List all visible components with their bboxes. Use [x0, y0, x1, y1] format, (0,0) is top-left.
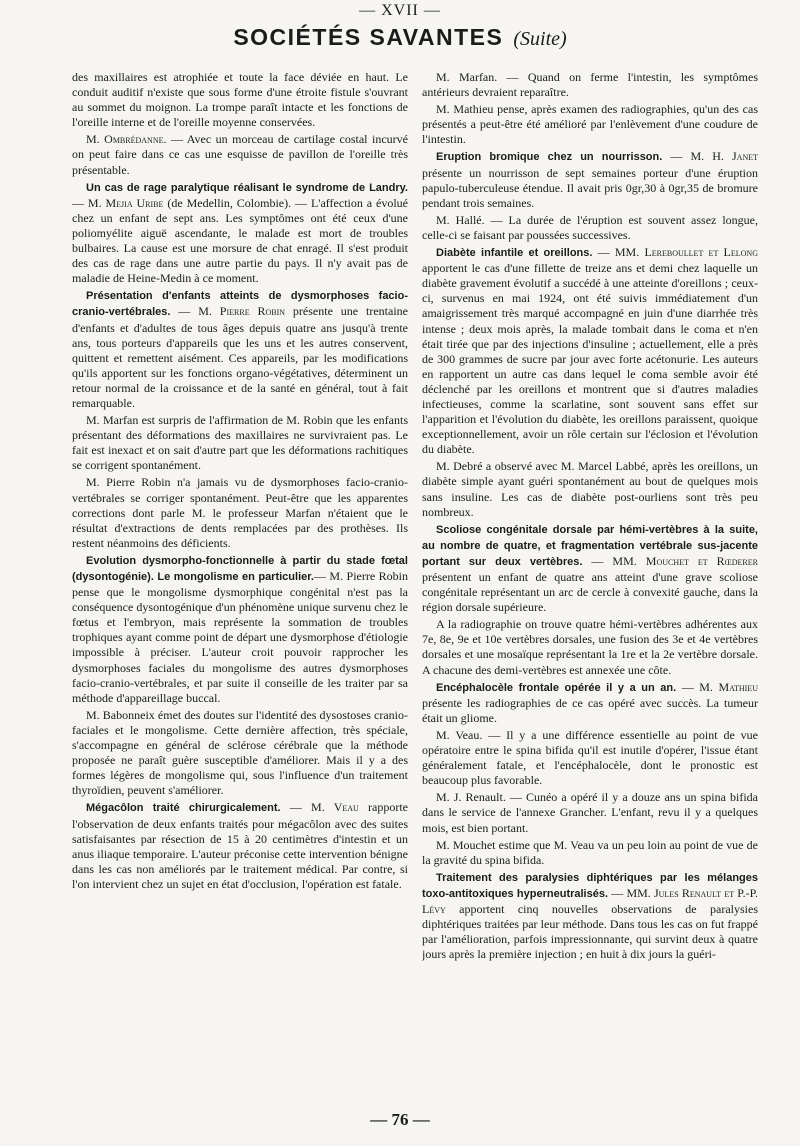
paragraph: des maxillaires est atrophiée et toute la face déviée en haut. Le conduit auditif n'existe que sous forme d'une étroite fistule s'ouvrant au sommet du moignon. La trompe paraît intacte et les fonctions de l'oreille interne et de l'oreille moyenne conservées. — [72, 70, 408, 130]
paragraph-text: présentent un enfant de quatre ans atteint d'une grave scoliose congénitale représentant un arc de cercle à convexité gauche, dans la région dorsale supérieure. — [422, 570, 758, 615]
paragraph — [72, 180, 408, 287]
article-title: Présentation d'enfants atteints de dysmorphoses facio-cranio-vertébrales. — [72, 290, 408, 319]
paragraph — [422, 870, 758, 963]
author-name: — M. Mejia Uribe — [72, 195, 164, 210]
paragraph: M. Marfan. — Quand on ferme l'intestin, les symptômes antérieurs devraient reparaître. — [422, 70, 758, 100]
paragraph: M. Hallé. — La durée de l'éruption est souvent assez longue, celle-ci se faisant par poussées successives. — [422, 212, 758, 242]
paragraph: M. Marfan est surpris de l'affirmation de M. Robin que les enfants présentant des déformations des maxillaires ne survivraient pas. Le fait est inexact et on sait d'autre part que les déformations rachitiques se corrigent spontanément. — [72, 413, 408, 473]
paragraph-text: — M. Pierre Robin pense que le mongolisme dysmorphique congénital n'est pas la conséquence dysontogénique d'un phénomène unique survenu chez le fœtus et l'embryon, mais représente la sommation de troubles trophiques ayant comme point de départ une dysmorphose d'étiologie impossible à préciser. L'auteur croit pouvoir rapprocher les dysmorphoses faciales du mongolisme des autres dysmorphoses facio-cranio-vertébrales, et par suite il conseille de les traiter par sa méthode d'appareillage buccal. — [72, 569, 408, 705]
section-title: SOCIÉTÉS SAVANTES — [233, 24, 504, 50]
paragraph-text: rapporte l'observation de deux enfants traités pour mégacôlon avec des suites satisfaisantes par résection de 15 à 20 centimètres d'intestin et un anus iliaque temporaire. L'auteur préconise cette intervention bénigne dans les cas non améliorés par le traitement médical. Par contre, si l'on intervient chez un sujet en état d'occlusion, l'opération est fatale. — [72, 800, 408, 891]
page-roman-number: — XVII — — [359, 2, 441, 19]
paragraph — [72, 288, 408, 411]
paragraph — [422, 680, 758, 726]
author-name: — M. H. Janet — [662, 149, 758, 164]
paragraph-text: apportent le cas d'une fillette de treize ans et demi chez laquelle un diabète gravement évolutif a succédé à une atteinte d'oreillons ; ceux-ci, survenus en mai 1924, ont été suivis immédiatement d'un amaigrissement très marqué accompagné en juin d'une diarrhée très intense ; deux mois après, la malade tombait dans le coma et n'en était tirée que par des injections d'insuline ; actuellement, elle a près de 300 grammes de sucre par jour avec forte acétonurie. Les auteurs en rapportent un autre cas dans lequel le coma semble avoir été déclenché par les oreillons et montrent que si d'autres maladies infectieuses, comme la scarlatine, sont souvent sans effet sur l'apparition et l'évolution du diabète, les oreillons paraissent, quoique exceptionnellement, avoir un rôle certain sur l'éclosion et l'évolution du diabète. — [422, 261, 758, 457]
right-column — [422, 70, 758, 1110]
paragraph: M. Mouchet estime que M. Veau va un peu loin au point de vue de la gravité du spina bifida. — [422, 837, 758, 867]
article-title: Evolution dysmorpho-fonctionnelle à partir du stade fœtal (dysontogénie). Le mongolisme en particulier. — [72, 554, 408, 583]
paragraph-text: présente les radiographies de ce cas opéré avec succès. La tumeur était un gliome. — [422, 695, 758, 725]
article-title: Encéphalocèle frontale opérée il y a un an. — [436, 681, 677, 694]
paragraph — [72, 132, 408, 177]
article-title: Mégacôlon traité chirurgicalement. — [86, 802, 281, 815]
paragraph-text: présente un nourrisson de sept semaines porteur d'une éruption papulo-tuberculeuse étendue. Il avait pris 0gr,30 à 0gr,35 de bromure pendant trois semaines. — [422, 165, 758, 210]
left-column — [72, 70, 408, 1110]
paragraph: M. J. Renault. — Cunéo a opéré il y a douze ans un spina bifida dans le service de l'annexe Grancher. L'enfant, revu il y a quelques mois, est bien portant. — [422, 790, 758, 835]
author-name: — M. Mathieu — [676, 679, 758, 694]
author-name: — MM. Jules Renault et P.-P. Lévy — [422, 885, 758, 916]
paragraph: M. Pierre Robin n'a jamais vu de dysmorphoses facio-cranio-vertébrales se corriger spontanément. Peut-être que les apparentes corrections dont parle M. le professeur Marfan n'étaient que le résultat d'extractions de dents remplacées par des prothèses. Ils restent néanmoins des déficients. — [72, 475, 408, 550]
paragraph-text: présente une trentaine d'enfants et d'adultes de tous âges depuis quatre ans jusqu'à trente ans, tous porteurs d'appareils que les uns et les autres conservent, quittent et remettent aisément. Ces appareils, par les modifications qu'ils apportent sur les fonctions organo-végétatives, déterminent un retour normal de la croissance et de la santé en général, tout à fait remarquable. — [72, 304, 408, 410]
author-name: — M. Veau — [280, 800, 359, 815]
paragraph: A la radiographie on trouve quatre hémi-vertèbres adhérentes aux 7e, 8e, 9e et 10e vertèbres dorsales, une fusion des 3e et 4e vertèbres dorsales et une mosaïque représentant la 1re et la 2e vertèbre dorsale. A chacune des demi-vertèbres est annexée une côte. — [422, 617, 758, 677]
article-title: Un cas de rage paralytique réalisant le syndrome de Landry. — [86, 181, 408, 194]
article-title: Traitement des paralysies diphtériques par les mélanges toxo-antitoxiques hyperneutralisés. — [422, 871, 758, 900]
paragraph — [72, 800, 408, 892]
page-header — [0, 17, 800, 61]
paragraph: M. Veau. — Il y a une différence essentielle au point de vue opératoire entre le spina bifida qu'il est inutile d'opérer, l'issue étant généralement fatale, et l'encéphalocèle, dont le pronostic est beaucoup plus favorable. — [422, 727, 758, 788]
paragraph-text: apportent cinq nouvelles observations de paralysies diphtériques traitées par leur méthode. Dans tous les cas on fut frappé par l'amélioration, parfois impressionnante, qui survint deux à quatre jours après la première injection ; en huit à dix jours la guéri- — [422, 901, 758, 962]
paragraph-text: — Avec un morceau de cartilage costal incurvé on peut faire dans ce cas une esquisse de pavillon de l'oreille très présentable. — [72, 132, 408, 177]
paragraph: M. Babonneix émet des doutes sur l'identité des dysostoses cranio-faciales et le mongolisme. Cette dernière affection, très spéciale, s'accompagne en général de sclérose cérébrale que la méthode proposée ne paraît guère susceptible d'améliorer. Mais il y a des formes légères de mongolisme qui, sous l'influence d'un traitement thyroïdien, peuvent s'améliorer. — [72, 707, 408, 798]
section-title-suffix: (Suite) — [513, 28, 567, 50]
author-name: M. Ombrédanne. — [86, 132, 167, 147]
paragraph — [72, 553, 408, 706]
article-title: Scoliose congénitale dorsale par hémi-vertèbres à la suite, au nombre de quatre, et fragmentation vertébrale sus-jacente portant sur deux vertèbres. — [422, 523, 758, 568]
paragraph: M. Debré a observé avec M. Marcel Labbé, après les oreillons, un diabète simple ayant guéri spontanément au bout de quelques mois sans insuline. Les cas de diabète post-ourliens sont très peu nombreux. — [422, 459, 758, 519]
paragraph — [422, 245, 758, 457]
paragraph-text: (de Medellin, Colombie). — L'affection a évolué chez un enfant de sept ans. Les symptômes ont été ceux d'une poliomyélite aiguë ascendante, le malade est mort de troubles bulbaires. La cause est une morsure de chat enragé. Il s'est produit des cas de rage dans une autre partie du pays. Il n'y avait pas de maladie de Heine-Medin à ce moment. — [72, 195, 408, 286]
author-name: — MM. Mouchet et Rœderer — [582, 553, 758, 568]
paragraph: M. Mathieu pense, après examen des radiographies, qu'un des cas présentés a peut-être été amélioré par l'enlèvement d'une coudure de l'intestin. — [422, 102, 758, 147]
author-name: — M. Pierre Robin — [170, 304, 286, 319]
author-name: — MM. Lereboullet et Lelong — [592, 245, 758, 260]
article-title: Diabète infantile et oreillons. — [436, 247, 593, 260]
page-number: — 76 — — [370, 1110, 430, 1129]
paragraph — [422, 149, 758, 210]
paragraph — [422, 522, 758, 616]
article-title: Eruption bromique chez un nourrisson. — [436, 151, 663, 164]
